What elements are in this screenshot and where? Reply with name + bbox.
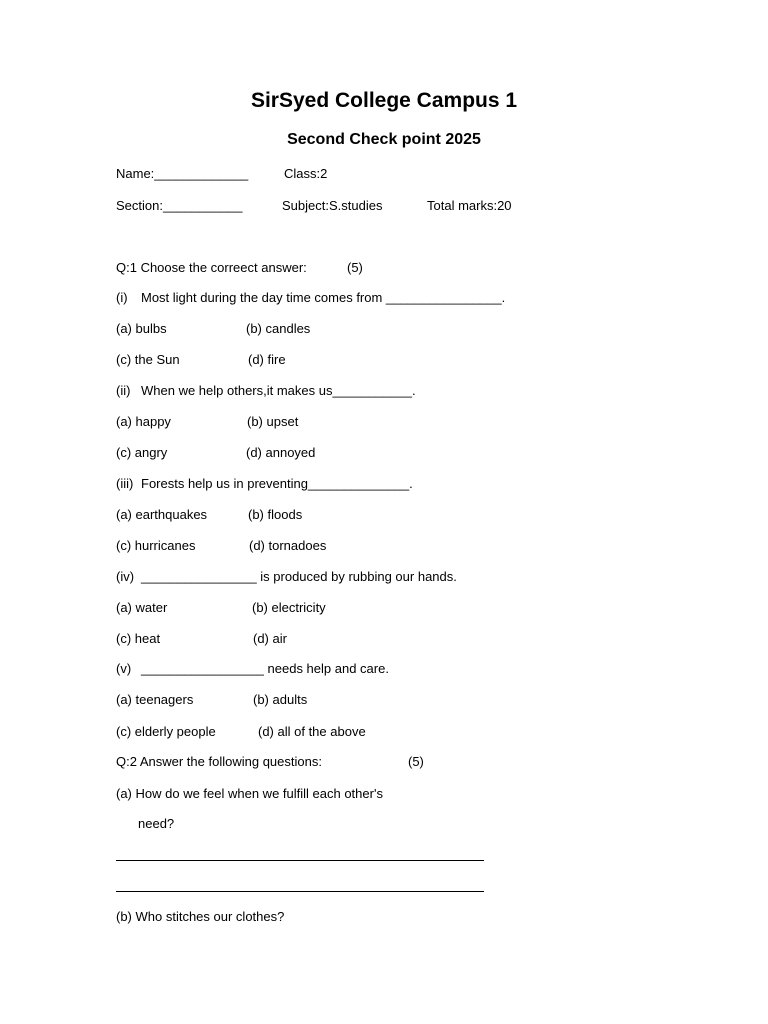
mcq-option: (d) air bbox=[253, 631, 287, 646]
mcq-option: (d) annoyed bbox=[246, 445, 316, 460]
mcq-option: (b) floods bbox=[248, 507, 303, 522]
q1-marks: (5) bbox=[347, 260, 363, 275]
q2-question-a-continued: need? bbox=[138, 816, 175, 831]
mcq-option: (c) angry bbox=[116, 445, 168, 460]
q1-heading: Q:1 Choose the correect answer: bbox=[116, 260, 307, 275]
mcq-option: (b) electricity bbox=[252, 600, 326, 615]
mcq-option: (d) all of the above bbox=[258, 724, 366, 739]
mcq-option: (a) earthquakes bbox=[116, 507, 208, 522]
q1-item-number: (iv) bbox=[116, 569, 135, 584]
subject-label: Subject:S.studies bbox=[282, 198, 383, 213]
mcq-option: (d) tornadoes bbox=[249, 538, 327, 553]
mcq-option: (b) candles bbox=[246, 321, 311, 336]
mcq-option: (c) the Sun bbox=[116, 352, 180, 367]
name-field-label: Name:_____________ bbox=[116, 166, 249, 181]
mcq-option: (c) heat bbox=[116, 631, 161, 646]
mcq-option: (a) happy bbox=[116, 414, 171, 429]
mcq-option: (a) water bbox=[116, 600, 168, 615]
class-label: Class:2 bbox=[284, 166, 328, 181]
q1-item-stem: ________________ is produced by rubbing our hands. bbox=[141, 569, 457, 584]
q1-item-number: (v) bbox=[116, 661, 132, 676]
q1-item-number: (i) bbox=[116, 290, 128, 305]
q1-item-stem: Forests help us in preventing______________. bbox=[141, 476, 413, 491]
mcq-option: (b) upset bbox=[247, 414, 299, 429]
mcq-option: (a) teenagers bbox=[116, 692, 194, 707]
mcq-option: (b) adults bbox=[253, 692, 308, 707]
q1-item-number: (iii) bbox=[116, 476, 134, 491]
q1-item-stem: When we help others,it makes us___________. bbox=[141, 383, 416, 398]
school-title: SirSyed College Campus 1 bbox=[250, 89, 518, 112]
q2-question-b: (b) Who stitches our clothes? bbox=[116, 909, 285, 924]
exam-title: Second Check point 2025 bbox=[287, 131, 481, 148]
answer-line bbox=[116, 860, 484, 861]
q1-item-stem: Most light during the day time comes from ________________. bbox=[141, 290, 506, 305]
mcq-option: (d) fire bbox=[248, 352, 286, 367]
total-marks-label: Total marks:20 bbox=[427, 198, 512, 213]
mcq-option: (c) elderly people bbox=[116, 724, 216, 739]
mcq-option: (c) hurricanes bbox=[116, 538, 196, 553]
answer-line bbox=[116, 891, 484, 892]
section-field-label: Section:___________ bbox=[116, 198, 243, 213]
q2-question-a: (a) How do we feel when we fulfill each other's bbox=[116, 786, 383, 801]
mcq-option: (a) bulbs bbox=[116, 321, 167, 336]
q2-heading: Q:2 Answer the following questions: bbox=[116, 754, 322, 769]
q2-marks: (5) bbox=[408, 754, 424, 769]
q1-item-stem: _________________ needs help and care. bbox=[141, 661, 389, 676]
q1-item-number: (ii) bbox=[116, 383, 131, 398]
